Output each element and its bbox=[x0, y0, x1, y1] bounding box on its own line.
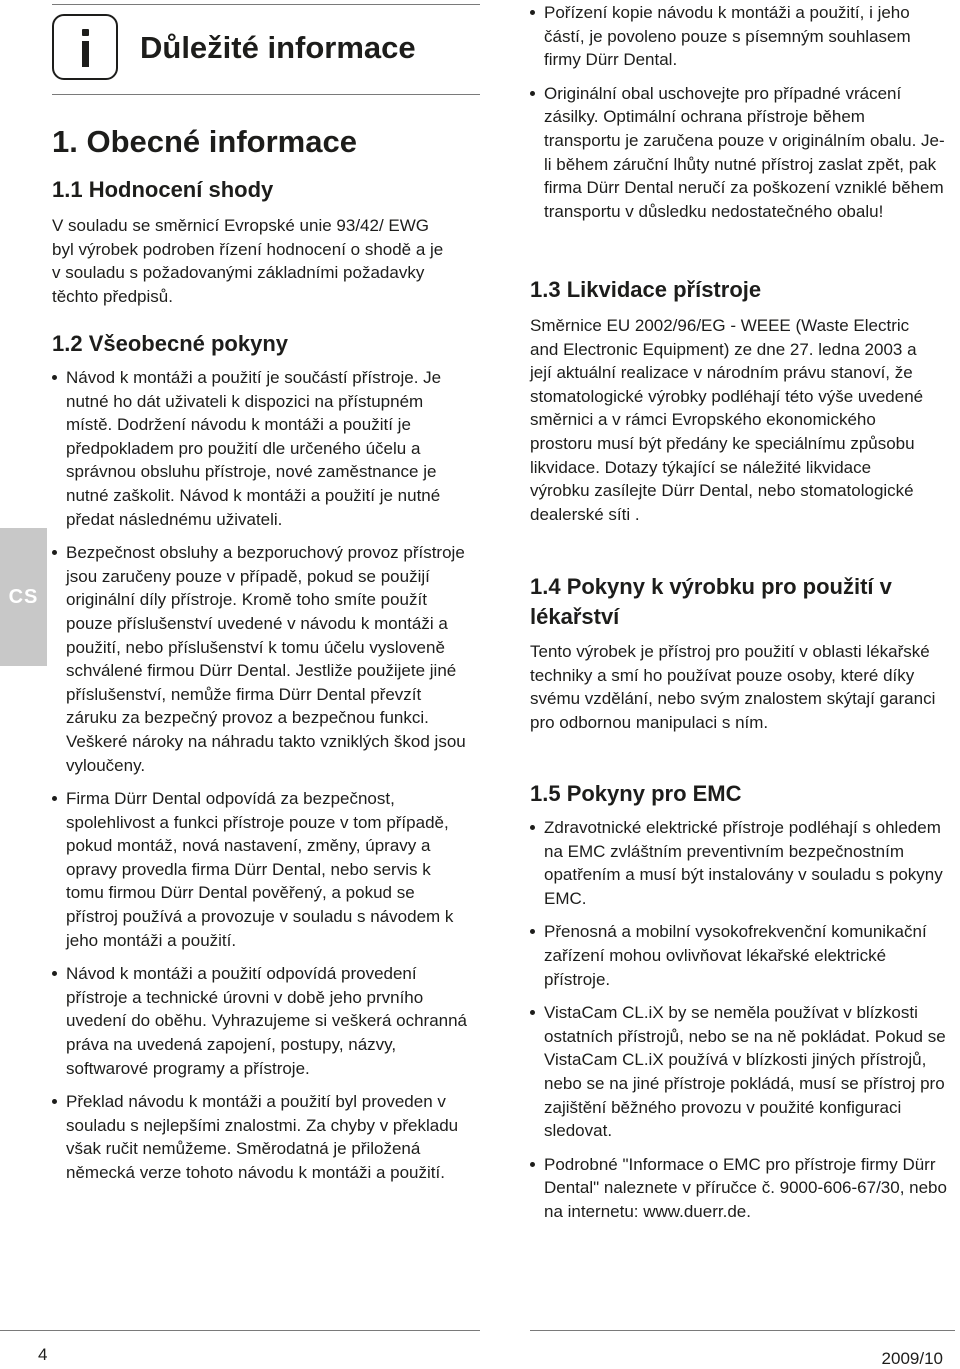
section-1-5-heading: 1.5 Pokyny pro EMC bbox=[530, 781, 742, 806]
list-item: Podrobné "Informace o EMC pro přístroje firmy Dürr Dental" naleznete v příručce č. 9000-606-67/30, nebo na internetu: www.duerr.de. bbox=[530, 1153, 955, 1224]
section-1-3 bbox=[530, 276, 935, 526]
list-item: Přenosná a mobilní vysokofrekvenční komunikační zařízení mohou ovlivňovat lékařské elektrické přístroje. bbox=[530, 920, 955, 991]
footer-rule-right bbox=[530, 1330, 955, 1331]
footer-rule-left bbox=[0, 1330, 480, 1331]
page-number: 4 bbox=[38, 1345, 48, 1364]
header-top-rule bbox=[52, 4, 480, 5]
section-1-4-text: Tento výrobek je přístroj pro použití v oblasti lékařské techniky a smí ho používat pouze osoby, které díky svému vzdělání, nebo svým znalostem skýtají garanci pro odbornou manipulaci s ním. bbox=[530, 642, 936, 732]
info-icon bbox=[52, 14, 118, 80]
section-1-5 bbox=[530, 780, 955, 1224]
section-1-1-text: V souladu se směrnicí Evropské unie 93/42/ EWG byl výrobek podroben řízení hodnocení o shodě a je v souladu s požadovanými základními požadavky těchto předpisů. bbox=[52, 216, 444, 306]
section-1-4 bbox=[530, 572, 940, 734]
general-instructions-list-continued bbox=[530, 1, 945, 223]
section-1-heading: 1. Obecné informace bbox=[52, 124, 357, 159]
section-1-1-heading: 1.1 Hodnocení shody bbox=[52, 177, 274, 202]
language-tab: CS bbox=[0, 528, 47, 666]
list-item: Firma Dürr Dental odpovídá za bezpečnost, spolehlivost a funkci přístroje pouze v tom případě, pokud montáž, nová nastavení, změny, úpravy a opravy provedla firma Dürr Dental, nebo servis k tomu firmou Dürr Dental pověřený, a pokud se přístroj používá a provozuje v souladu s návodem k jeho montáži a použití. bbox=[52, 787, 470, 952]
list-item: Návod k montáži a použití je součástí přístroje. Je nutné ho dát uživateli k dispozici na přístupném místě. Dodržení návodu k montáži a použití je předpokladem pro použití dle určeného účelu a správnou obsluhu přístroje, nové zaměstnance je nutné zaškolit. Návod k montáži a použití je nutné předat následnému uživateli. bbox=[52, 366, 470, 531]
document-date: 2009/10 bbox=[881, 1349, 943, 1368]
general-instructions-list bbox=[52, 366, 470, 1185]
section-1-3-heading: 1.3 Likvidace přístroje bbox=[530, 277, 762, 302]
list-item: Překlad návodu k montáži a použití byl proveden v souladu s nejlepšími znalostmi. Za chyby v překladu však ručit nemůžeme. Směrodatná je přiložená německá verze tohoto návodu k montáži a použití. bbox=[52, 1090, 470, 1184]
section-1-2-heading: 1.2 Všeobecné pokyny bbox=[52, 331, 288, 356]
section-1-1 bbox=[52, 176, 452, 308]
list-item: Originální obal uschovejte pro případné vrácení zásilky. Optimální ochrana přístroje během transportu je zaručena pouze v originálním obalu. Je-li během záruční lhůty nutné přístroj zaslat zpět, pak firma Dürr Dental neručí za poškození vzniklé během transportu v důsledku nedostatečného obalu! bbox=[530, 82, 945, 224]
list-item: Zdravotnické elektrické přístroje podléhají s ohledem na EMC zvláštním preventivním bezpečnostním opatřením a musí být instalovány v souladu s pokyny EMC. bbox=[530, 816, 955, 910]
section-1-3-text: Směrnice EU 2002/96/EG - WEEE (Waste Electric and Electronic Equipment) ze dne 27. ledna 2003 a její aktuální realizace v národním právu stanoví, že stomatologické výrobky podléhají této výše uvedené směrnici a v rámci Evropského ekonomického prostoru musí být předány ke speciálnímu způsobu likvidace. Dotazy týkající se náležité likvidace výrobku zasílejte Dürr Dental, nebo stomatologické dealerské síti . bbox=[530, 316, 924, 524]
page-title: Důležité informace bbox=[140, 30, 416, 65]
list-item: Návod k montáži a použití odpovídá provedení přístroje a technické úrovni v době jeho prvního uvedení do oběhu. Vyhrazujeme si veškerá ochranná práva na uvedená zapojení, postupy, názvy, softwarové programy a přístroje. bbox=[52, 962, 470, 1080]
section-1-2 bbox=[52, 330, 470, 1185]
page-header bbox=[52, 0, 480, 96]
list-item: VistaCam CL.iX by se neměla používat v blízkosti ostatních přístrojů, nebo se na ně pokládat. Pokud se VistaCam CL.iX používá v blízkosti jiných přístrojů, nebo se na jiné přístroje pokládá, musí se přístroj pro zajištění běžného provozu v použité konfiguraci sledovat. bbox=[530, 1001, 955, 1143]
list-item: Pořízení kopie návodu k montáži a použití, i jeho částí, je povoleno pouze s písemným souhlasem firmy Dürr Dental. bbox=[530, 1, 945, 72]
emc-instructions-list bbox=[530, 816, 955, 1224]
list-item: Bezpečnost obsluhy a bezporuchový provoz přístroje jsou zaručeny pouze v případě, pokud se použijí originální díly přístroje. Kromě toho smíte použít pouze příslušenství uvedené v návodu k montáži a použití, nebo příslušenství k tomu účelu vysloveně schválené firmou Dürr Dental. Jestliže použijete jiné příslušenství, nemůže firma Dürr Dental převzít záruku za bezpečný provoz a bezpečnou funkci. Veškeré nároky na náhradu takto vzniklých škod jsou vyloučeny. bbox=[52, 541, 470, 777]
header-bottom-rule bbox=[52, 94, 480, 95]
section-1-4-heading: 1.4 Pokyny k výrobku pro použití v lékařství bbox=[530, 574, 892, 629]
